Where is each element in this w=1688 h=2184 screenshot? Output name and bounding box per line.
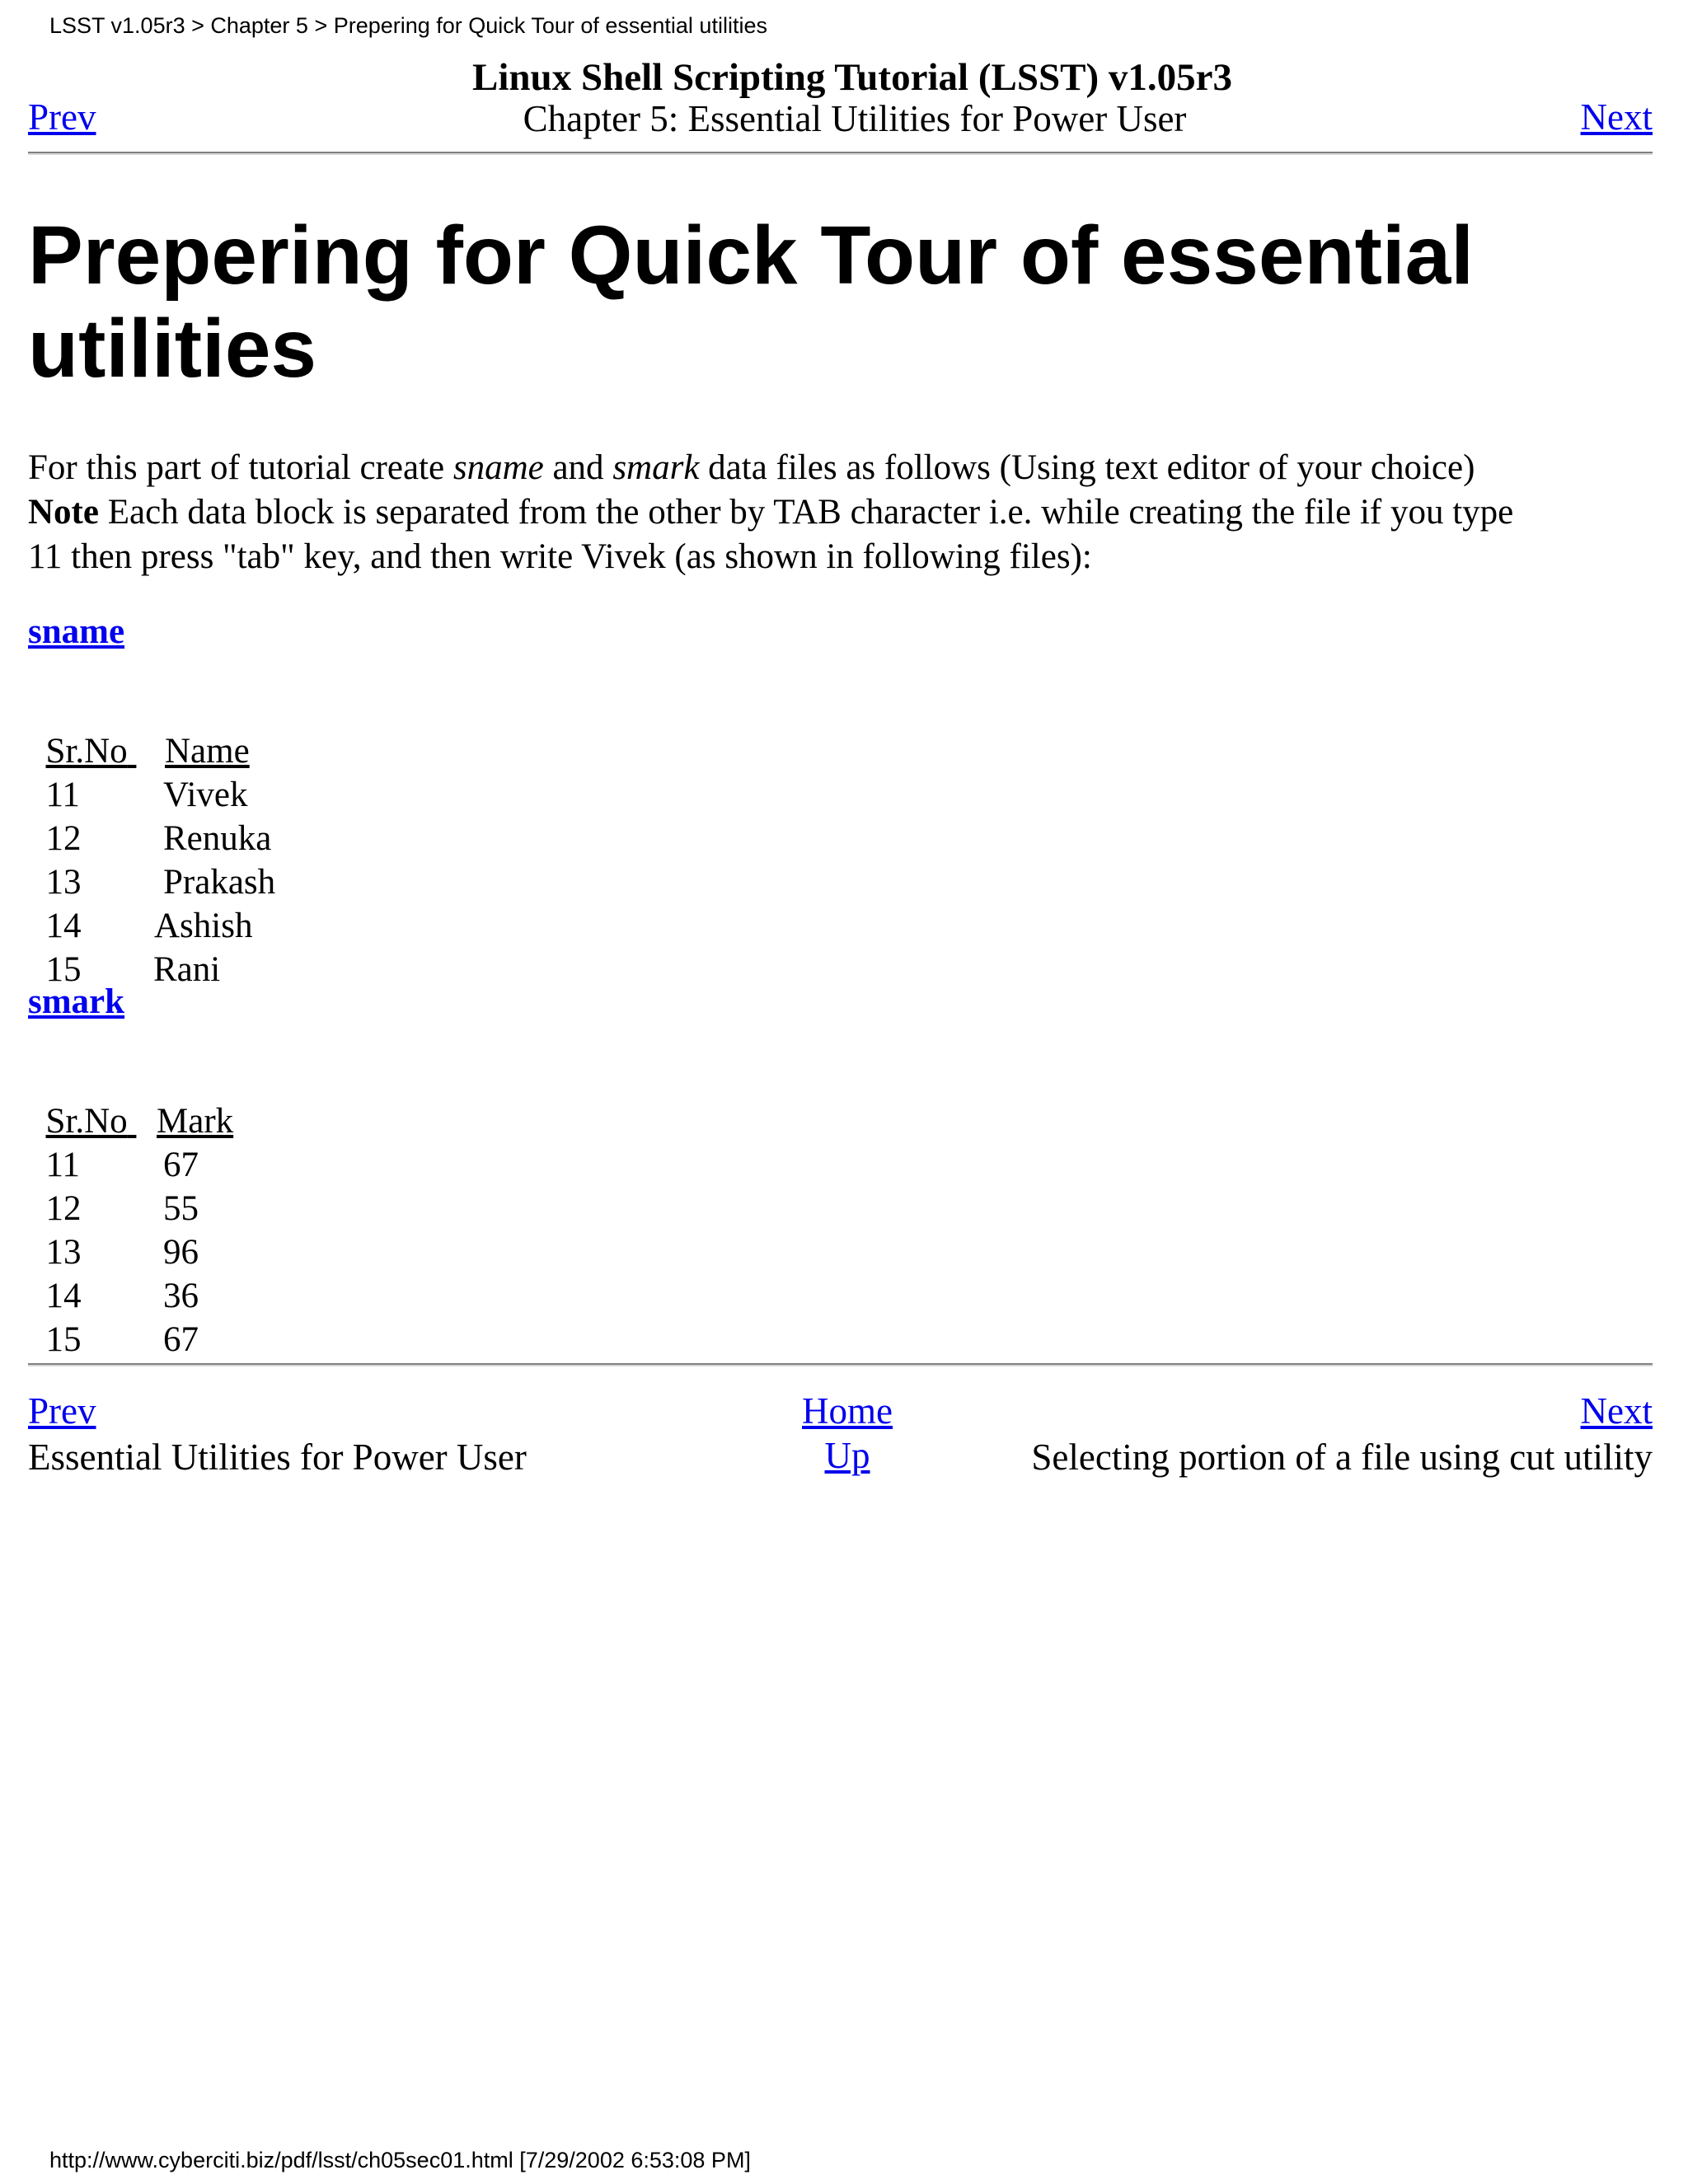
smark-srno-cell: 11: [45, 1146, 80, 1184]
smark-col-mark-header: Mark: [157, 1102, 234, 1141]
sname-col-name-header: Name: [165, 732, 250, 771]
intro-sname-term: sname: [452, 448, 544, 487]
sname-anchor-link[interactable]: sname: [28, 612, 125, 651]
intro-smark-term: smark: [612, 448, 700, 487]
nav-home-link[interactable]: Home: [802, 1390, 893, 1432]
sname-srno-cell: 13: [45, 863, 82, 902]
smark-mark-cell: 96: [163, 1233, 199, 1272]
sname-name-cell: Vivek: [163, 776, 248, 814]
sname-srno-cell: 12: [45, 819, 82, 858]
intro-text-3: data files as follows (Using text editor of your choice): [699, 448, 1475, 487]
nav-home-cell: [0, 1390, 1688, 1432]
page-title: Prepering for Quick Tour of essential utilities: [28, 209, 1475, 395]
sname-srno-cell: 14: [45, 907, 82, 945]
intro-text-4: Each data block is separated from the other by TAB character i.e. while creating the file if you type: [98, 493, 1514, 532]
smark-srno-cell: 14: [45, 1277, 82, 1315]
book-title: Linux Shell Scripting Tutorial (LSST) v1.05r3: [472, 56, 1232, 99]
sname-name-cell: Renuka: [163, 819, 272, 858]
nav-next-description: Selecting portion of a file using cut utility: [1031, 1436, 1653, 1478]
nav-prev-description: Essential Utilities for Power User: [28, 1436, 527, 1478]
note-label: Note: [28, 493, 99, 532]
intro-text-2: and: [543, 448, 613, 487]
sname-srno-cell: 15: [45, 950, 82, 989]
sname-name-cell: Prakash: [163, 863, 276, 902]
nav-up-link[interactable]: Up: [824, 1435, 870, 1476]
smark-mark-cell: 55: [163, 1189, 199, 1228]
nav-next-link-bottom[interactable]: Next: [1580, 1390, 1653, 1432]
nav-prev-link-bottom[interactable]: Prev: [28, 1390, 96, 1432]
smark-anchor-link[interactable]: smark: [28, 982, 125, 1021]
smark-mark-cell: 67: [163, 1146, 199, 1184]
bottom-divider: [28, 1363, 1653, 1366]
smark-mark-cell: 67: [163, 1320, 199, 1359]
top-divider: [28, 152, 1653, 155]
smark-srno-cell: 15: [45, 1320, 82, 1359]
sname-srno-cell: 11: [45, 776, 80, 814]
sname-name-cell: Rani: [153, 950, 221, 989]
print-header: LSST v1.05r3 > Chapter 5 > Prepering for Quick Tour of essential utilities: [49, 13, 767, 38]
intro-paragraph: [28, 446, 1668, 579]
nav-next-link-top[interactable]: Next: [1580, 96, 1653, 138]
intro-text-1: For this part of tutorial create: [28, 448, 453, 487]
sname-name-cell: Ashish: [154, 907, 253, 945]
chapter-title: Chapter 5: Essential Utilities for Power User: [523, 98, 1187, 139]
smark-srno-cell: 12: [45, 1189, 82, 1228]
print-footer-url: http://www.cyberciti.biz/pdf/lsst/ch05sec01.html [7/29/2002 6:53:08 PM]: [49, 2148, 751, 2172]
sname-col-srno-header: Sr.No: [45, 732, 128, 771]
smark-col-srno-header: Sr.No: [45, 1102, 128, 1141]
smark-mark-cell: 36: [163, 1277, 199, 1315]
nav-prev-link-top[interactable]: Prev: [28, 96, 96, 138]
intro-text-5: 11 then press "tab" key, and then write Vivek (as shown in following files):: [28, 537, 1092, 576]
smark-srno-cell: 13: [45, 1233, 82, 1272]
